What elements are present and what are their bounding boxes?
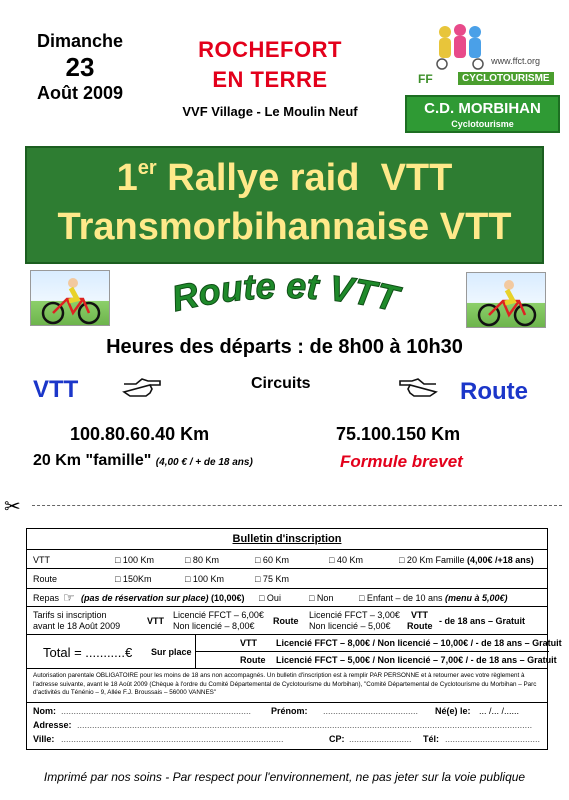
- departure-times: Heures des départs : de 8h00 à 10h30: [106, 336, 463, 358]
- repas-enfant-label: □ Enfant – de 10 ans: [359, 593, 443, 603]
- banner-line-1: [27, 156, 542, 200]
- adresse-label: Adresse:: [33, 720, 72, 730]
- repas-enfant[interactable]: [359, 593, 508, 603]
- cdm-title: C.D. MORBIHAN: [424, 100, 541, 117]
- prenom-label: Prénom:: [271, 706, 308, 716]
- route-distances: 75.100.150 Km: [336, 424, 461, 444]
- scissors-icon: ✂: [4, 496, 21, 518]
- banner-ordinal-suffix: er: [137, 157, 157, 179]
- route-option-150[interactable]: □ 150Km: [115, 574, 152, 584]
- birthdate-field[interactable]: ... /... /......: [479, 706, 520, 716]
- banner-ordinal: 1: [116, 157, 138, 199]
- tarif-vtt-label: VTT: [147, 616, 164, 626]
- cdm-subtitle: Cyclotourisme: [451, 119, 514, 129]
- tarif-route-ffct: Licencié FFCT – 3,00€: [309, 610, 400, 620]
- cyclist-icon: [31, 271, 110, 326]
- sur-place-vtt-label: VTT: [240, 638, 257, 648]
- ffct-ff: FF: [418, 72, 433, 86]
- ville-label: Ville:: [33, 734, 55, 744]
- cyclist-picture-right: [466, 272, 546, 328]
- vtt-option-60[interactable]: □ 60 Km: [255, 555, 289, 565]
- cut-line: [32, 505, 562, 506]
- tarifs-line-1: Tarifs si inscription: [33, 610, 107, 620]
- tarif-jeunes-text: - de 18 ans – Gratuit: [439, 616, 526, 626]
- tarif-jeunes: [439, 616, 525, 626]
- identity-fields: [27, 703, 547, 751]
- nom-field[interactable]: ............................................................................: [61, 706, 252, 716]
- banner-line-2: Transmorbihannaise VTT: [57, 206, 512, 248]
- ne-le-label: Né(e) le:: [435, 706, 471, 716]
- event-town: [165, 35, 375, 95]
- ville-field[interactable]: .........................................................................................: [61, 734, 284, 744]
- vtt-famille-label: □ 20 Km Famille: [399, 555, 465, 565]
- adresse-field[interactable]: ......................................................................................................................................................................................: [77, 720, 533, 730]
- tarif-route-label: Route: [273, 616, 299, 626]
- tarif-vtt-non-licencie: Non licencié – 8,00€: [173, 621, 255, 631]
- sur-place-vtt-line: [195, 635, 562, 652]
- repas-non[interactable]: □ Non: [309, 593, 334, 603]
- vtt-distances: 100.80.60.40 Km: [70, 424, 210, 444]
- town-line-1: ROCHEFORT: [198, 37, 342, 62]
- form-title: Bulletin d'inscription: [232, 533, 342, 545]
- pointing-hand-right-icon: [122, 376, 162, 398]
- circuits-label: Circuits: [251, 375, 311, 392]
- famille-circuit: [33, 452, 253, 470]
- repas-enfant-price: (menu à 5,00€): [445, 593, 508, 603]
- repas-price: (10,00€): [211, 593, 245, 603]
- route-option-100[interactable]: □ 100 Km: [185, 574, 224, 584]
- repas-oui[interactable]: □ Oui: [259, 593, 281, 603]
- tel-label: Tél:: [423, 734, 440, 744]
- vtt-option-100[interactable]: □ 100 Km: [115, 555, 154, 565]
- slogan-text: Route et VTT: [167, 268, 403, 320]
- svg-text:Route et VTT: [168, 268, 405, 320]
- route-heading: Route: [460, 378, 528, 405]
- event-date: [20, 30, 140, 104]
- event-date-number: 23: [65, 52, 95, 82]
- cyclist-picture-left: [30, 270, 110, 326]
- tarifs-line-2: avant le 18 Août 2009: [33, 621, 121, 631]
- event-day: Dimanche: [36, 31, 124, 51]
- ffct-cyclotourisme: CYCLOTOURISME: [458, 72, 554, 85]
- banner-line-1-text: Rallye raid VTT: [156, 157, 453, 199]
- famille-km: 20 Km: [33, 452, 82, 469]
- pointing-hand-icon: ☞: [63, 590, 75, 605]
- tarif-vtt-ffct: Licencié FFCT – 6,00€: [173, 610, 264, 620]
- famille-label: "famille": [85, 452, 152, 469]
- vtt-option-40[interactable]: □ 40 Km: [329, 555, 363, 565]
- route-et-vtt-slogan: [135, 268, 435, 328]
- vtt-row-label: VTT: [33, 555, 50, 565]
- form-row-authorization: [27, 669, 547, 703]
- form-row-vtt: [27, 549, 547, 569]
- sur-place-vtt-text: Licencié FFCT – 8,00€ / Non licencié – 10,00€ / - de 18 ans – Gratuit: [276, 638, 562, 648]
- pointing-hand-left-icon: [398, 376, 438, 398]
- cp-field[interactable]: .........................: [349, 734, 412, 744]
- cd-morbihan-logo: [405, 95, 560, 133]
- route-option-75[interactable]: □ 75 Km: [255, 574, 289, 584]
- vtt-heading: VTT: [33, 376, 79, 403]
- ffct-url: www.ffct.org: [491, 56, 540, 66]
- title-banner: [25, 146, 544, 264]
- form-row-tarifs: [27, 607, 547, 635]
- sur-place-route-label: Route: [240, 655, 266, 665]
- form-row-route: [27, 569, 547, 589]
- event-venue: VVF Village - Le Moulin Neuf: [182, 104, 358, 119]
- sur-place-route-line: [195, 652, 557, 669]
- form-row-sur-place: [27, 635, 562, 669]
- authorization-text: Autorisation parentale OBLIGATOIRE pour les moins de 18 ans non accompagnés. Un bulletin d'inscription est à remplir PAR PERSONNE et à retourner avec votre règlement à l'adresse suivante, avant le 18 Août 2009 (Chèque à l'ordre du Comité Départemental de Cyclotourisme du Morbihan), "Comité Départemental de Cyclotourisme du Morbihan – Parc d'activités du Ténénio – 9, Allée F.J. Broussais – 56000 VANNES": [33, 672, 537, 697]
- total-field[interactable]: Total = ...........€: [43, 645, 133, 660]
- route-row-label: Route: [33, 574, 58, 584]
- cyclist-icon: [467, 273, 546, 328]
- tarif-route2-label: Route: [407, 621, 433, 631]
- prenom-field[interactable]: ......................................: [323, 706, 419, 716]
- formule-brevet: Formule brevet: [340, 452, 463, 471]
- vtt-famille-price: (4,00€ /+18 ans): [466, 555, 534, 565]
- form-row-repas: [27, 589, 547, 607]
- famille-price: (4,00 € / + de 18 ans): [155, 457, 253, 468]
- footer-note: Imprimé par nos soins - Par respect pour l'environnement, ne pas jeter sur la voie publique: [43, 770, 526, 784]
- nom-label: Nom:: [33, 706, 56, 716]
- repas-label: Repas: [33, 593, 60, 603]
- town-line-2: EN TERRE: [212, 67, 328, 92]
- tarif-route-non-licencie: Non licencié – 5,00€: [309, 621, 391, 631]
- vtt-option-famille[interactable]: [399, 555, 534, 565]
- repas-note: (pas de réservation sur place): [81, 593, 209, 603]
- cp-label: CP:: [329, 734, 345, 744]
- ffct-logo: [410, 20, 560, 92]
- tarif-vtt2-label: VTT: [411, 610, 428, 620]
- registration-form: [26, 528, 562, 750]
- tel-field[interactable]: ......................................: [445, 734, 541, 744]
- sur-place-route-text: Licencié FFCT – 5,00€ / Non licencié – 7,00€ / - de 18 ans – Gratuit: [276, 655, 557, 665]
- event-month: Août 2009: [36, 83, 124, 103]
- sur-place-label: Sur place: [151, 647, 192, 657]
- vtt-option-80[interactable]: □ 80 Km: [185, 555, 219, 565]
